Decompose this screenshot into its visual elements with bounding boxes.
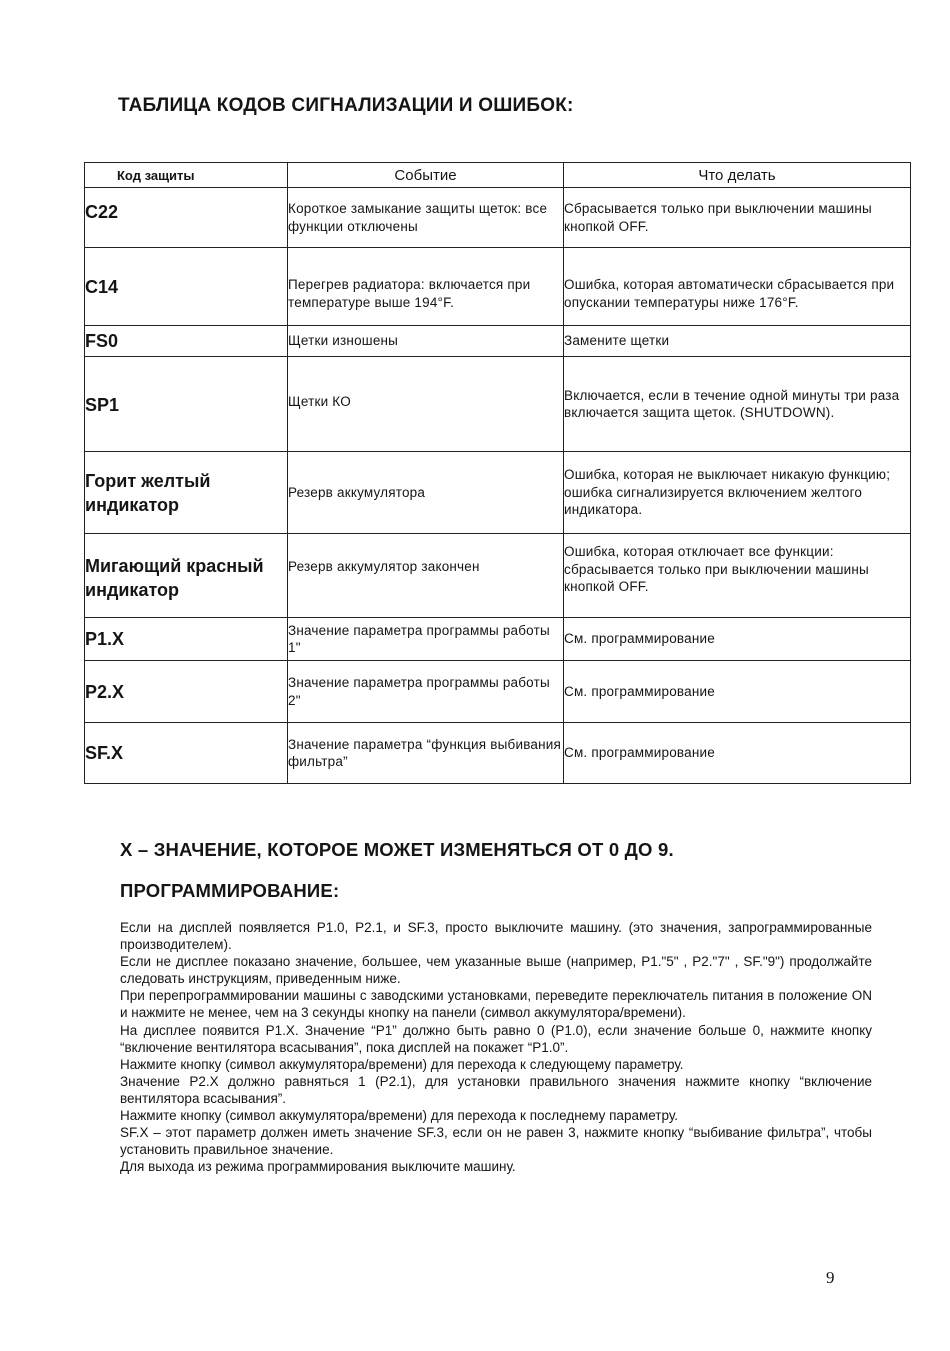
table-row: [85, 326, 911, 357]
code-cell: C22: [85, 188, 288, 248]
paragraph: На дисплее появится P1.X. Значение “P1” должно быть равно 0 (P1.0), если значение больше 0, нажмите кнопку “включение вентилятора всасывания”, пока дисплей на покажет “P1.0”.: [120, 1022, 872, 1055]
paragraph: Нажмите кнопку (символ аккумулятора/времени) для перехода к следующему параметру.: [120, 1056, 684, 1072]
code-cell: P2.X: [85, 661, 288, 723]
code-cell: SP1: [85, 357, 288, 452]
table-row: [85, 188, 911, 248]
paragraph: Для выхода из режима программирования выключите машину.: [120, 1159, 516, 1175]
code-cell: P1.X: [85, 618, 288, 661]
code-cell: Горит желтый индикатор: [85, 452, 288, 534]
event-cell: Значение параметра программы работы 2": [288, 661, 564, 723]
code-cell: C14: [85, 248, 288, 326]
paragraph: Если на дисплей появляется P1.0, P2.1, и SF.3, просто выключите машину. (это значения, запрограммированные производителем).: [120, 920, 872, 953]
event-cell: Резерв аккумулятор закончен: [288, 534, 564, 618]
table-row: [85, 618, 911, 661]
action-cell: Включается, если в течение одной минуты три раза включается защита щеток. (SHUTDOWN).: [564, 357, 911, 452]
table-row: [85, 534, 911, 618]
action-cell: Замените щетки: [564, 326, 911, 357]
x-value-note: X – ЗНАЧЕНИЕ, КОТОРОЕ МОЖЕТ ИЗМЕНЯТЬСЯ ОТ 0 ДО 9.: [120, 839, 674, 860]
event-cell: Значение параметра “функция выбивания фильтра”: [288, 723, 564, 784]
programming-instructions: [120, 919, 872, 1175]
action-cell: См. программирование: [564, 618, 911, 661]
code-cell: FS0: [85, 326, 288, 357]
paragraph: При перепрограммировании машины с заводскими установками, переведите переключатель питания в положение ON и нажмите не менее, чем на 3 секунды кнопку на панели (символ аккумулятора/времени).: [120, 988, 872, 1021]
action-cell: См. программирование: [564, 723, 911, 784]
table-header-row: [85, 163, 911, 188]
error-codes-table: [84, 162, 911, 784]
paragraph: Значение P2.X должно равняться 1 (P2.1), для установки правильного значения нажмите кнопку “включение вентилятора всасывания”.: [120, 1073, 872, 1106]
page-heading: ТАБЛИЦА КОДОВ СИГНАЛИЗАЦИИ И ОШИБОК:: [118, 95, 574, 116]
header-event: Событие: [288, 163, 564, 188]
page-number: 9: [826, 1268, 835, 1287]
paragraph: Если не дисплее показано значение, большее, чем указанные выше (например, P1."5" , P2."7" , SF."9") продолжайте следовать инструкциям, приведенным ниже.: [120, 954, 872, 987]
action-cell: См. программирование: [564, 661, 911, 723]
table-row: [85, 723, 911, 784]
programming-title: ПРОГРАММИРОВАНИЕ:: [120, 880, 340, 901]
table-row: [85, 357, 911, 452]
code-cell: SF.X: [85, 723, 288, 784]
table-row: [85, 661, 911, 723]
event-cell: Значение параметра программы работы 1": [288, 618, 564, 661]
paragraph: Нажмите кнопку (символ аккумулятора/времени) для перехода к последнему параметру.: [120, 1108, 678, 1124]
event-cell: Перегрев радиатора: включается при температуре выше 194°F.: [288, 248, 564, 326]
event-cell: Щетки изношены: [288, 326, 564, 357]
table-row: [85, 452, 911, 534]
action-cell: Сбрасывается только при выключении машины кнопкой OFF.: [564, 188, 911, 248]
action-cell: Ошибка, которая не выключает никакую функцию; ошибка сигнализируется включением желтого индикатора.: [564, 452, 911, 534]
event-cell: Резерв аккумулятора: [288, 452, 564, 534]
action-cell: Ошибка, которая автоматически сбрасывается при опускании температуры ниже 176°F.: [564, 248, 911, 326]
event-cell: Щетки КО: [288, 357, 564, 452]
header-code: Код защиты: [85, 163, 288, 188]
header-action: Что делать: [564, 163, 911, 188]
action-cell: Ошибка, которая отключает все функции: сбрасывается только при выключении машины кнопкой OFF.: [564, 534, 911, 618]
event-cell: Короткое замыкание защиты щеток: все функции отключены: [288, 188, 564, 248]
code-cell: Мигающий красный индикатор: [85, 534, 288, 618]
paragraph: SF.X – этот параметр должен иметь значение SF.3, если он не равен 3, нажмите кнопку “выбивание фильтра”, чтобы установить правильное значение.: [120, 1125, 872, 1158]
table-row: [85, 248, 911, 326]
